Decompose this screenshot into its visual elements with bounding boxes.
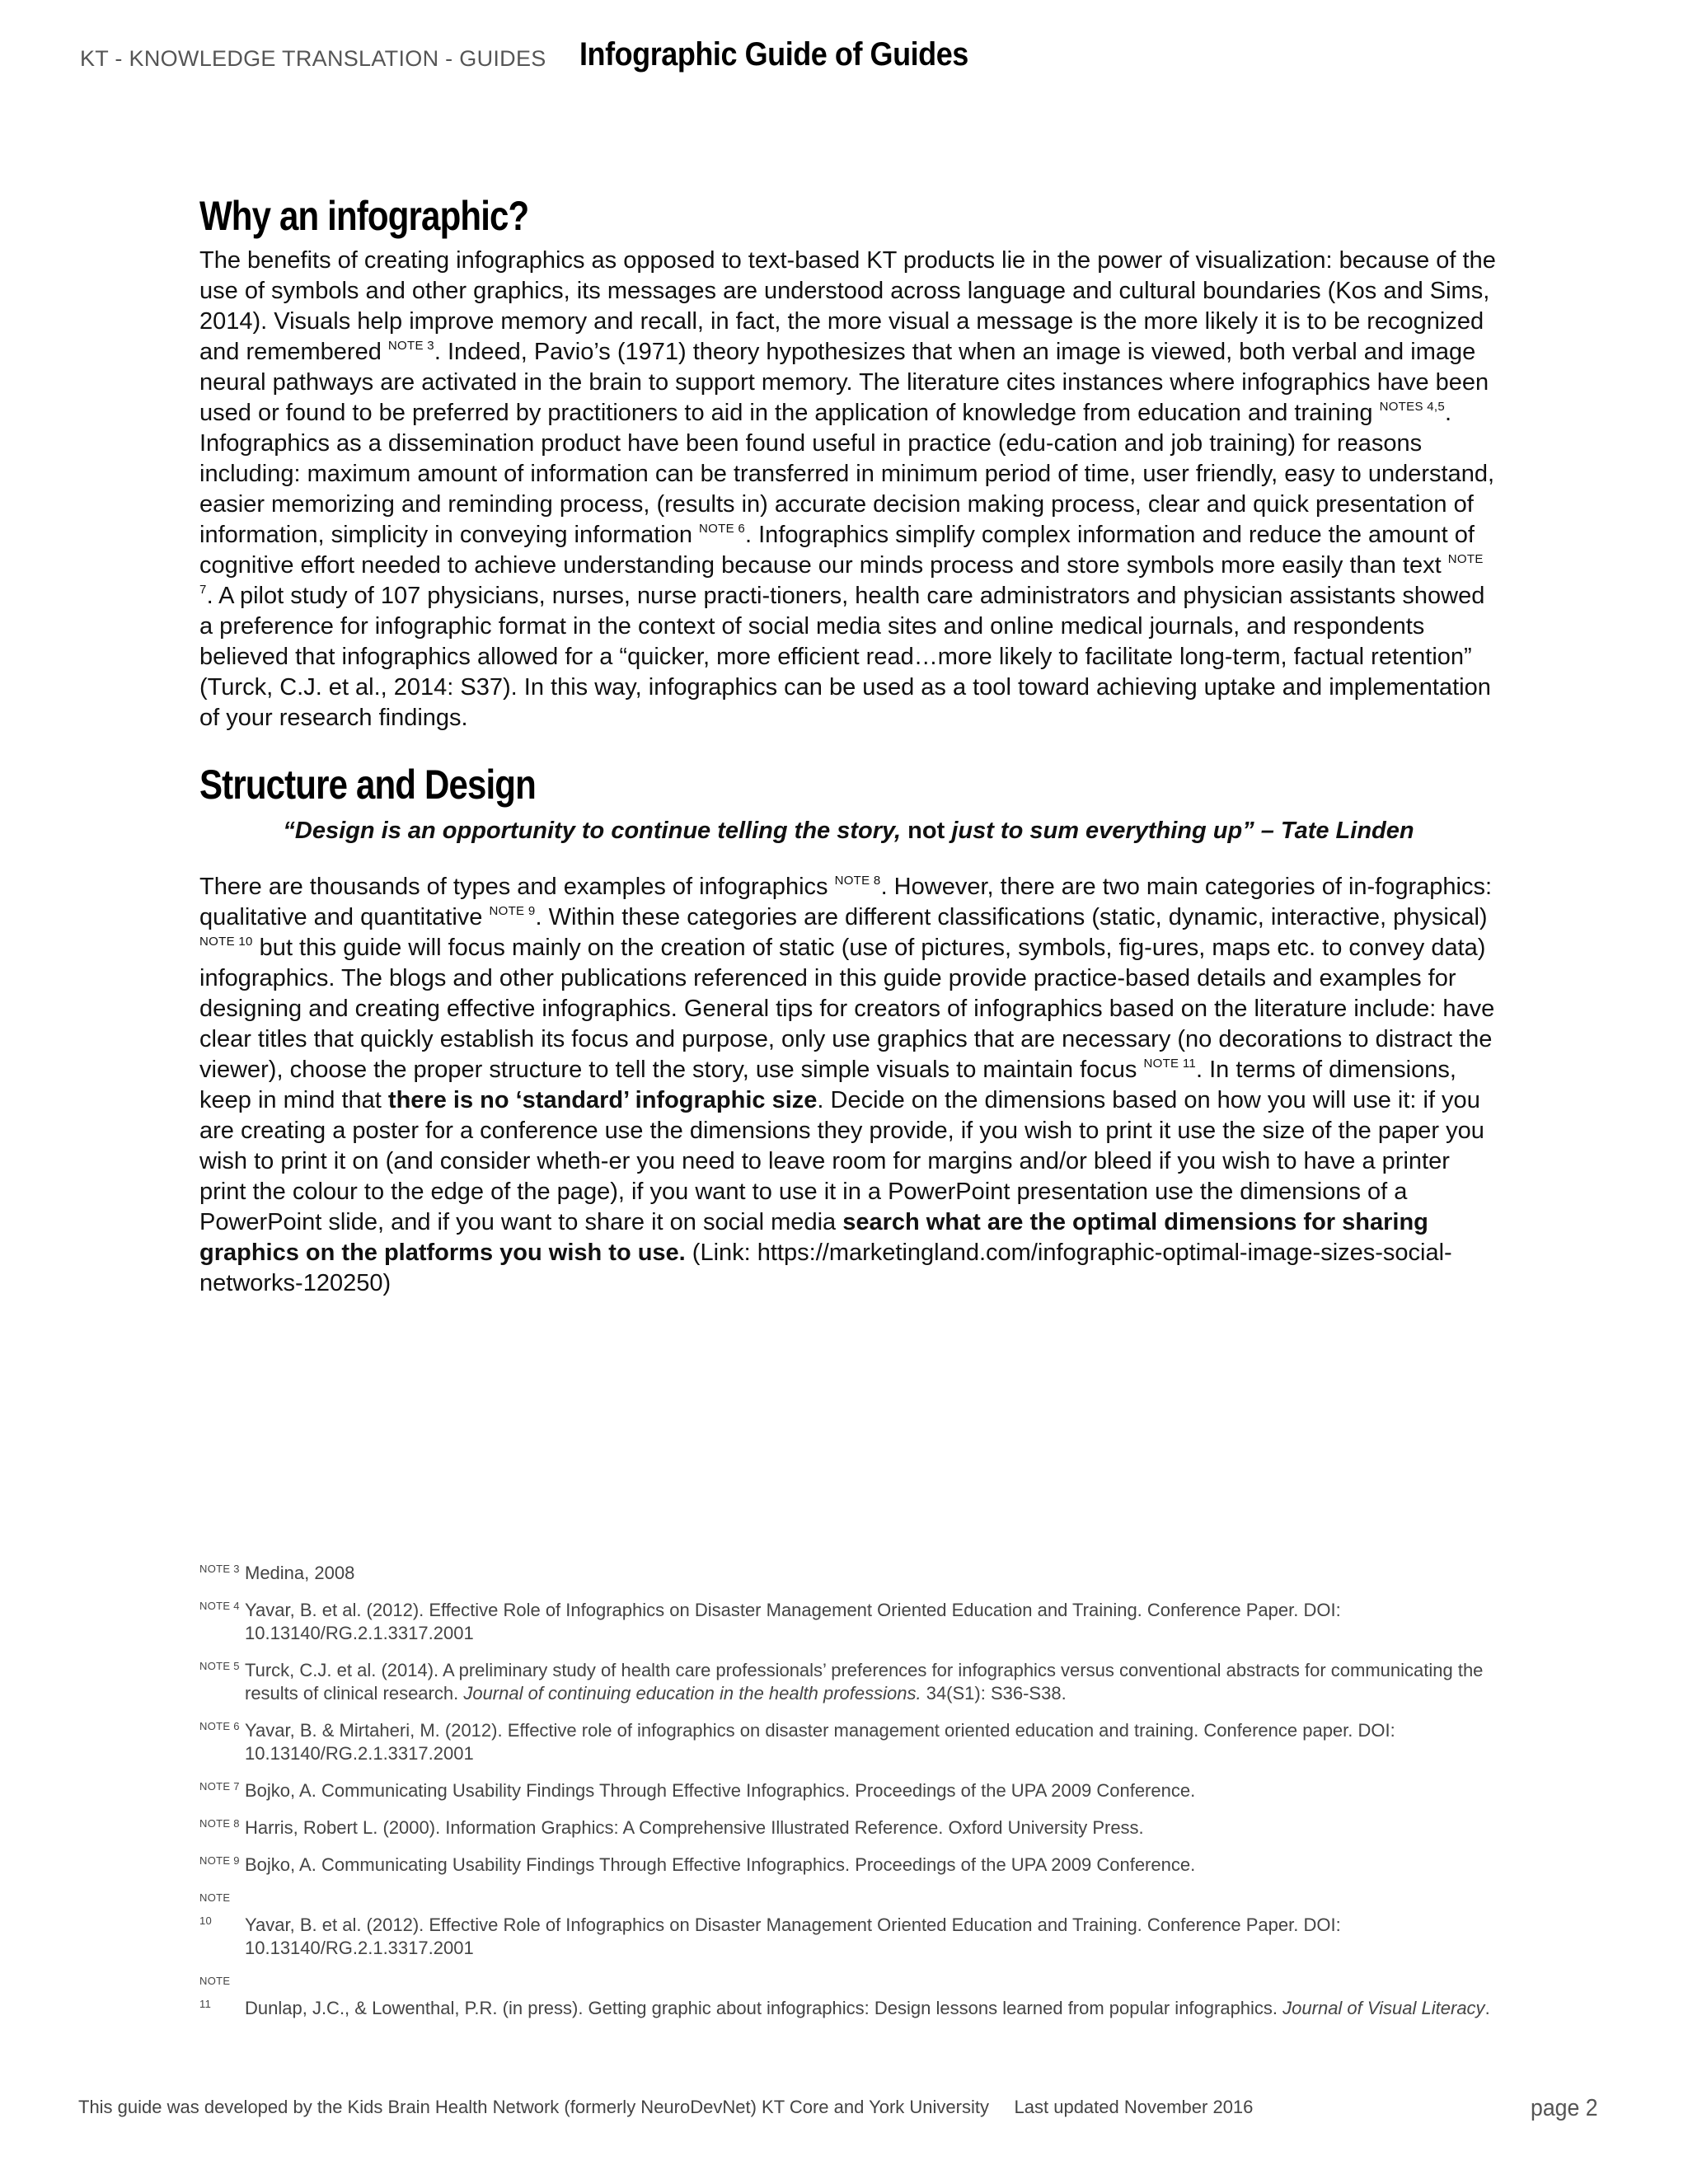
footnote: $^{NOTE 11}$ Dunlap, J.C., & Lowenthal, P.R. (in press). Getting graphic about infographics: Design lessons learned from popular infographics. Journal of Visual Literacy.	[199, 1975, 1490, 2018]
footnote: $^{NOTE 10}$ Yavar, B. et al. (2012). Effective Role of Infographics on Disaster Management Oriented Education and Training. Conference Paper. DOI: 10.13140/RG.2.1.3317.2001	[199, 1891, 1341, 1958]
footnote: $^{NOTE 7}$ Bojko, A. Communicating Usability Findings Through Effective Infographics. Proceedings of the UPA 2009 Conference.	[199, 1780, 1196, 1801]
section-heading-why-infographic: Why an infographic?	[199, 193, 529, 239]
marketingland-link[interactable]: (Link: https://marketingland.com/infographic-optimal-image-sizes-social-networks-120250)	[199, 1240, 1452, 1296]
footnotes-list	[199, 1562, 1498, 2034]
note-ref-9[interactable]: NOTE 9	[489, 904, 536, 918]
footnote: $^{NOTE 5}$ Turck, C.J. et al. (2014). A preliminary study of health care professionals’ preferences for infographics versus conventional abstracts for communicating the results of clinical research. Journal of continuing education in the health professions. 34(S1): S36-S38.	[199, 1660, 1484, 1704]
section-heading-structure-design: Structure and Design	[199, 762, 536, 808]
page-number: page 2	[1531, 2095, 1598, 2121]
paragraph-why-infographic: The benefits of creating infographics as opposed to text-based KT products lie in the power of visualization: because of the use of symbols and other graphics, its messages are understood across language and cultural boundaries (Kos and Sims, 2014). Visuals help improve memory and recall, in fact, the more visual a message is the more likely it is to be recognized and remembered $^{NOTE 3}$. Indeed, Pavio’s (1971) theory hypothesizes that when an image is viewed, both verbal and image neural pathways are activated in the brain to support memory. The literature cites instances where infographics have been used or found to be preferred by practitioners to aid in the application of knowledge from education and training $^{NOTES 4,5}$. Infographics as a dissemination product have been found useful in practice (edu-cation and job training) for reasons including: maximum amount of information can be transferred in minimum period of time, user friendly, easy to understand, easier memorizing and reminding process, (results in) accurate decision making process, clear and quick presentation of information, simplicity in conveying information $^{NOTE 6}$. Infographics simplify complex information and reduce the amount of cognitive effort needed to achieve understanding because our minds process and store symbols more easily than text $^{NOTE 7}$. A pilot study of 107 physicians, nurses, nurse practi-tioners, health care administrators and physician assistants showed a preference for infographic format in the context of social media sites and online medical journals, and respondents believed that infographics allowed for a “quicker, more efficient read…more likely to facilitate long-term, factual retention” (Turck, C.J. et al., 2014: S37). In this way, infographics can be used as a tool toward achieving uptake and implementation of your research findings.	[199, 247, 1496, 731]
footnote: $^{NOTE 4}$ Yavar, B. et al. (2012). Effective Role of Infographics on Disaster Management Oriented Education and Training. Conference Paper. DOI: 10.13140/RG.2.1.3317.2001	[199, 1600, 1341, 1643]
paragraph-structure-design: There are thousands of types and examples of infographics $^{NOTE 8}$. However, there are two main categories of in-fographics: qualitative and quantitative $^{NOTE 9}$. Within these categories are different classifications (static, dynamic, interactive, physical) $^{NOTE 10}$ but this guide will focus mainly on the creation of static (use of pictures, symbols, fig-ures, maps etc. to convey data) infographics. The blogs and other publications referenced in this guide provide practice-based details and examples for designing and creating effective infographics. General tips for creators of infographics based on the literature include: have clear titles that quickly establish its focus and purpose, only use graphics that are necessary (no decorations to distract the viewer), choose the proper structure to tell the story, use simple visuals to maintain focus $^{NOTE 11}$. In terms of dimensions, keep in mind that there is no ‘standard’ infographic size. Decide on the dimensions based on how you will use it: if you are creating a poster for a conference use the dimensions they provide, if you wish to print it use the size of the paper you wish to print it on (and consider wheth-er you need to leave room for margins and/or bleed if you wish to have a printer print the colour to the edge of the page), if you want to use it in a PowerPoint presentation use the dimensions of a PowerPoint slide, and if you want to share it on social media search what are the optimal dimensions for sharing graphics on the platforms you wish to use. (Link: https://marketingland.com/infographic-optimal-image-sizes-social-networks-120250)	[199, 874, 1495, 1296]
main-content	[199, 190, 1498, 1299]
footnote: $^{NOTE 8}$ Harris, Robert L. (2000). Information Graphics: A Comprehensive Illustrated Reference. Oxford University Press.	[199, 1817, 1144, 1838]
note-ref-7[interactable]: NOTE 7	[199, 552, 1484, 597]
header-doc-title: Infographic Guide of Guides	[579, 36, 968, 73]
footnote: $^{NOTE 9}$ Bojko, A. Communicating Usability Findings Through Effective Infographics. Proceedings of the UPA 2009 Conference.	[199, 1854, 1196, 1875]
header-doc-category: KT - KNOWLEDGE TRANSLATION - GUIDES	[80, 46, 546, 71]
note-ref-11[interactable]: NOTE 11	[1143, 1057, 1196, 1071]
note-ref-10[interactable]: NOTE 10	[199, 935, 253, 949]
footer-credit: This guide was developed by the Kids Brain Health Network (formerly NeuroDevNet) KT Core and York University Last updated November 2016	[78, 2097, 1254, 2117]
design-quote: “Design is an opportunity to continue telling the story, not just to sum everything up” – Tate Linden	[283, 818, 1414, 844]
note-ref-8[interactable]: NOTE 8	[834, 874, 881, 888]
note-ref-4-5[interactable]: NOTES 4,5	[1379, 400, 1445, 414]
footnote: $^{NOTE 6}$ Yavar, B. & Mirtaheri, M. (2012). Effective role of infographics on disaster management oriented education and training. Conference paper. DOI: 10.13140/RG.2.1.3317.2001	[199, 1720, 1395, 1764]
note-ref-3[interactable]: NOTE 3	[387, 339, 434, 353]
note-ref-6[interactable]: NOTE 6	[699, 522, 746, 536]
footnote: $^{NOTE 3}$ Medina, 2008	[199, 1563, 355, 1583]
